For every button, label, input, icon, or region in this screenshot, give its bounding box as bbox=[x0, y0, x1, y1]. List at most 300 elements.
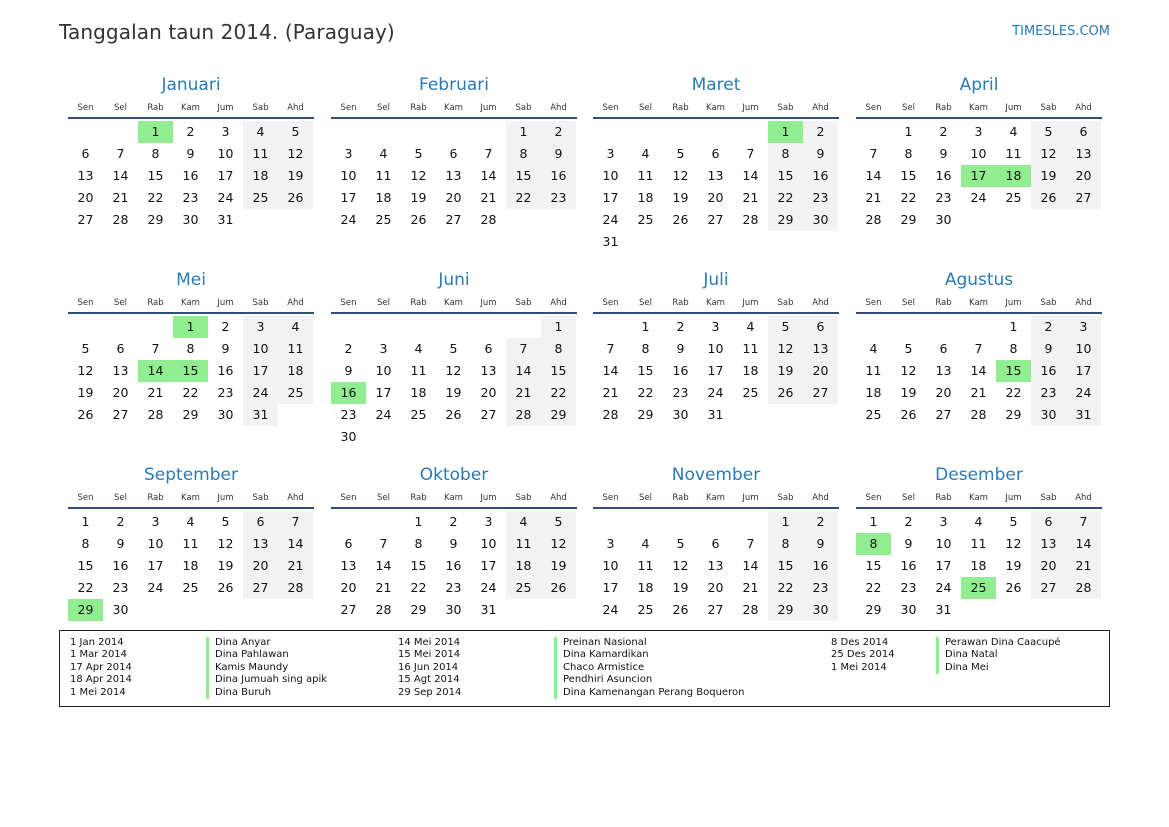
holiday-day-cell: 14 bbox=[138, 360, 173, 382]
month-maret bbox=[593, 73, 839, 253]
weekday-label: Sab bbox=[515, 103, 532, 113]
day-cell: 29 bbox=[182, 407, 199, 422]
legend-dates-2 bbox=[398, 637, 461, 699]
empty-cell bbox=[1031, 599, 1066, 621]
empty-cell bbox=[471, 426, 506, 448]
day-cell: 27 bbox=[935, 407, 952, 422]
holiday-day-cell: 17 bbox=[961, 165, 996, 187]
day-cell: 5 bbox=[278, 121, 313, 143]
day-cell: 10 bbox=[217, 146, 234, 161]
day-cell: 7 bbox=[506, 338, 541, 360]
month-juni bbox=[331, 268, 577, 448]
day-cell: 28 bbox=[742, 602, 759, 617]
day-cell: 13 bbox=[803, 338, 838, 360]
month-name: Juli bbox=[703, 270, 729, 290]
holiday-day-cell: 1 bbox=[138, 121, 173, 143]
empty-cell bbox=[138, 316, 173, 338]
day-cell: 9 bbox=[344, 363, 353, 378]
legend-date: 8 Des 2014 bbox=[831, 637, 889, 648]
empty-cell bbox=[401, 316, 436, 338]
day-cell: 21 bbox=[480, 190, 497, 205]
day-cell: 16 bbox=[217, 363, 234, 378]
day-cell: 11 bbox=[410, 363, 427, 378]
day-cell: 29 bbox=[637, 407, 654, 422]
day-cell: 23 bbox=[217, 385, 234, 400]
day-cell: 30 bbox=[803, 599, 838, 621]
day-cell: 14 bbox=[112, 168, 129, 183]
legend-holiday-name: Dina Natal bbox=[936, 649, 1061, 661]
day-cell: 29 bbox=[147, 212, 164, 227]
day-cell: 30 bbox=[672, 407, 689, 422]
day-cell: 27 bbox=[1031, 577, 1066, 599]
day-cell: 6 bbox=[939, 341, 948, 356]
day-cell: 24 bbox=[1066, 382, 1101, 404]
legend-holiday-name: Dina Mei bbox=[936, 662, 1061, 674]
empty-cell bbox=[628, 511, 663, 533]
day-grid bbox=[856, 121, 1102, 231]
day-cell: 14 bbox=[278, 533, 313, 555]
day-cell: 24 bbox=[970, 190, 987, 205]
day-cell: 6 bbox=[243, 511, 278, 533]
empty-cell bbox=[733, 121, 768, 143]
day-cell: 4 bbox=[506, 511, 541, 533]
day-cell: 21 bbox=[742, 580, 759, 595]
empty-cell bbox=[401, 426, 436, 448]
day-cell: 9 bbox=[904, 536, 913, 551]
day-cell: 9 bbox=[1031, 338, 1066, 360]
weekday-label: Ahd bbox=[550, 103, 567, 113]
day-cell: 29 bbox=[1005, 407, 1022, 422]
day-cell: 17 bbox=[602, 190, 619, 205]
day-cell: 16 bbox=[1031, 360, 1066, 382]
day-cell: 8 bbox=[186, 341, 195, 356]
day-cell: 28 bbox=[970, 407, 987, 422]
day-cell: 23 bbox=[445, 580, 462, 595]
legend-date: 15 Mei 2014 bbox=[398, 649, 461, 661]
day-cell: 18 bbox=[182, 558, 199, 573]
legend-holiday-name: Dina Pahlawan bbox=[206, 649, 327, 661]
day-cell: 26 bbox=[672, 212, 689, 227]
day-cell: 11 bbox=[637, 558, 654, 573]
day-cell: 4 bbox=[243, 121, 278, 143]
empty-cell bbox=[471, 121, 506, 143]
day-cell: 30 bbox=[1031, 404, 1066, 426]
day-cell: 11 bbox=[742, 341, 759, 356]
day-cell: 24 bbox=[375, 407, 392, 422]
holiday-day-cell: 16 bbox=[331, 382, 366, 404]
day-cell: 28 bbox=[480, 212, 497, 227]
day-cell: 14 bbox=[375, 558, 392, 573]
day-cell: 14 bbox=[742, 558, 759, 573]
empty-cell bbox=[278, 404, 313, 426]
day-cell: 17 bbox=[217, 168, 234, 183]
day-cell: 18 bbox=[278, 360, 313, 382]
weekday-label: Sab bbox=[1040, 103, 1057, 113]
month-januari bbox=[68, 73, 314, 231]
day-cell: 17 bbox=[375, 385, 392, 400]
day-cell: 2 bbox=[803, 511, 838, 533]
day-cell: 7 bbox=[278, 511, 313, 533]
site-link[interactable]: TIMESLES.COM bbox=[1012, 24, 1110, 39]
empty-cell bbox=[436, 426, 471, 448]
day-cell: 2 bbox=[541, 121, 576, 143]
empty-cell bbox=[436, 316, 471, 338]
empty-cell bbox=[733, 511, 768, 533]
day-cell: 23 bbox=[1031, 382, 1066, 404]
empty-cell bbox=[593, 511, 628, 533]
day-cell: 28 bbox=[506, 404, 541, 426]
day-cell: 27 bbox=[480, 407, 497, 422]
day-cell: 4 bbox=[641, 536, 650, 551]
day-grid bbox=[331, 511, 577, 621]
day-cell: 3 bbox=[221, 124, 230, 139]
day-cell: 7 bbox=[151, 341, 160, 356]
day-cell: 30 bbox=[803, 209, 838, 231]
day-cell: 30 bbox=[340, 429, 357, 444]
day-cell: 11 bbox=[375, 168, 392, 183]
legend-holiday-name: Chaco Armistice bbox=[554, 662, 744, 674]
day-cell: 12 bbox=[672, 168, 689, 183]
month-name: Mei bbox=[176, 270, 206, 290]
day-cell: 6 bbox=[1066, 121, 1101, 143]
empty-cell bbox=[103, 316, 138, 338]
month-juli bbox=[593, 268, 839, 426]
day-cell: 10 bbox=[602, 558, 619, 573]
day-cell: 1 bbox=[1009, 319, 1018, 334]
day-cell: 16 bbox=[803, 165, 838, 187]
weekday-label: Jum bbox=[217, 493, 234, 503]
day-cell: 31 bbox=[602, 234, 619, 249]
month-september bbox=[68, 463, 314, 621]
day-cell: 13 bbox=[445, 168, 462, 183]
day-cell: 12 bbox=[77, 363, 94, 378]
day-cell: 14 bbox=[970, 363, 987, 378]
month-name: Januari bbox=[161, 75, 221, 95]
day-cell: 16 bbox=[445, 558, 462, 573]
weekday-label: Kam bbox=[444, 298, 463, 308]
day-cell: 20 bbox=[707, 190, 724, 205]
empty-cell bbox=[926, 316, 961, 338]
month-rule bbox=[593, 312, 839, 314]
day-cell: 31 bbox=[243, 404, 278, 426]
legend-holiday-name: Kamis Maundy bbox=[206, 662, 327, 674]
day-cell: 6 bbox=[711, 146, 720, 161]
legend-names-2 bbox=[554, 637, 744, 699]
month-rule bbox=[68, 507, 314, 509]
day-cell: 20 bbox=[77, 190, 94, 205]
day-cell: 30 bbox=[900, 602, 917, 617]
day-cell: 27 bbox=[1066, 187, 1101, 209]
day-cell: 8 bbox=[541, 338, 576, 360]
month-name: Maret bbox=[691, 75, 741, 95]
weekday-label: Sab bbox=[777, 103, 794, 113]
day-cell: 6 bbox=[711, 536, 720, 551]
day-cell: 26 bbox=[278, 187, 313, 209]
day-cell: 24 bbox=[707, 385, 724, 400]
legend-holiday-name: Dina Kamardikan bbox=[554, 649, 744, 661]
day-cell: 1 bbox=[641, 319, 650, 334]
day-cell: 9 bbox=[676, 341, 685, 356]
day-cell: 24 bbox=[602, 212, 619, 227]
weekday-label: Rab bbox=[410, 298, 427, 308]
weekday-label: Rab bbox=[935, 103, 952, 113]
day-grid bbox=[593, 511, 839, 621]
day-cell: 5 bbox=[768, 316, 803, 338]
day-cell: 13 bbox=[77, 168, 94, 183]
day-cell: 7 bbox=[1066, 511, 1101, 533]
weekday-label: Jum bbox=[1005, 298, 1022, 308]
day-cell: 26 bbox=[1005, 580, 1022, 595]
weekday-label: Sel bbox=[902, 493, 915, 503]
day-grid bbox=[68, 511, 314, 621]
day-cell: 24 bbox=[217, 190, 234, 205]
day-cell: 2 bbox=[116, 514, 125, 529]
weekday-label: Sab bbox=[777, 298, 794, 308]
day-cell: 15 bbox=[637, 363, 654, 378]
month-name: Agustus bbox=[944, 270, 1014, 290]
weekday-label: Jum bbox=[217, 103, 234, 113]
legend-date: 1 Mar 2014 bbox=[70, 649, 128, 661]
weekday-label: Rab bbox=[147, 493, 164, 503]
month-rule bbox=[856, 507, 1102, 509]
day-cell: 4 bbox=[186, 514, 195, 529]
holiday-day-cell: 8 bbox=[856, 533, 891, 555]
day-cell: 16 bbox=[900, 558, 917, 573]
day-cell: 3 bbox=[151, 514, 160, 529]
day-cell: 28 bbox=[278, 577, 313, 599]
empty-cell bbox=[628, 231, 663, 253]
month-name: Oktober bbox=[419, 465, 489, 485]
empty-cell bbox=[663, 121, 698, 143]
day-cell: 7 bbox=[746, 146, 755, 161]
weekday-label: Sel bbox=[377, 103, 390, 113]
day-cell: 6 bbox=[803, 316, 838, 338]
day-cell: 5 bbox=[1031, 121, 1066, 143]
day-cell: 7 bbox=[746, 536, 755, 551]
day-cell: 3 bbox=[974, 124, 983, 139]
weekday-label: Sel bbox=[377, 493, 390, 503]
weekday-label: Sab bbox=[252, 298, 269, 308]
weekday-label: Ahd bbox=[812, 298, 829, 308]
day-cell: 23 bbox=[112, 580, 129, 595]
weekday-header bbox=[593, 491, 839, 505]
weekday-label: Sen bbox=[340, 103, 357, 113]
weekday-label: Ahd bbox=[287, 103, 304, 113]
day-cell: 15 bbox=[768, 165, 803, 187]
day-cell: 21 bbox=[602, 385, 619, 400]
weekday-label: Kam bbox=[181, 298, 200, 308]
legend-date: 17 Apr 2014 bbox=[70, 661, 132, 673]
legend-date: 14 Mei 2014 bbox=[398, 637, 461, 648]
day-cell: 1 bbox=[768, 511, 803, 533]
day-cell: 13 bbox=[707, 558, 724, 573]
day-cell: 12 bbox=[445, 363, 462, 378]
day-cell: 18 bbox=[637, 580, 654, 595]
day-cell: 24 bbox=[243, 382, 278, 404]
day-cell: 15 bbox=[768, 555, 803, 577]
weekday-label: Rab bbox=[410, 493, 427, 503]
day-cell: 7 bbox=[869, 146, 878, 161]
weekday-label: Jum bbox=[742, 103, 759, 113]
legend-holiday-name: Dina Jumuah sing apik bbox=[206, 674, 327, 686]
day-cell: 4 bbox=[1009, 124, 1018, 139]
day-cell: 3 bbox=[606, 146, 615, 161]
day-cell: 18 bbox=[506, 555, 541, 577]
weekday-label: Rab bbox=[147, 298, 164, 308]
day-cell: 13 bbox=[935, 363, 952, 378]
weekday-label: Ahd bbox=[550, 493, 567, 503]
month-rule bbox=[593, 507, 839, 509]
day-cell: 25 bbox=[278, 382, 313, 404]
weekday-label: Sel bbox=[639, 493, 652, 503]
day-cell: 26 bbox=[672, 602, 689, 617]
day-cell: 8 bbox=[904, 146, 913, 161]
day-grid bbox=[68, 121, 314, 231]
weekday-label: Sab bbox=[777, 493, 794, 503]
day-cell: 22 bbox=[865, 580, 882, 595]
weekday-label: Jum bbox=[217, 298, 234, 308]
day-cell: 27 bbox=[445, 212, 462, 227]
day-cell: 12 bbox=[541, 533, 576, 555]
empty-cell bbox=[698, 511, 733, 533]
day-cell: 10 bbox=[147, 536, 164, 551]
weekday-header bbox=[68, 491, 314, 505]
day-cell: 2 bbox=[803, 121, 838, 143]
day-cell: 9 bbox=[116, 536, 125, 551]
day-cell: 15 bbox=[506, 165, 541, 187]
day-cell: 23 bbox=[340, 407, 357, 422]
day-cell: 8 bbox=[641, 341, 650, 356]
day-cell: 12 bbox=[217, 536, 234, 551]
day-cell: 3 bbox=[379, 341, 388, 356]
weekday-label: Jum bbox=[1005, 103, 1022, 113]
day-cell: 6 bbox=[449, 146, 458, 161]
month-rule bbox=[856, 312, 1102, 314]
day-cell: 4 bbox=[746, 319, 755, 334]
day-grid bbox=[593, 121, 839, 253]
day-cell: 25 bbox=[1005, 190, 1022, 205]
day-cell: 8 bbox=[81, 536, 90, 551]
day-cell: 1 bbox=[506, 121, 541, 143]
weekday-label: Sel bbox=[114, 298, 127, 308]
day-cell: 21 bbox=[278, 555, 313, 577]
day-cell: 6 bbox=[344, 536, 353, 551]
weekday-label: Sel bbox=[377, 298, 390, 308]
empty-cell bbox=[1066, 209, 1101, 231]
weekday-label: Jum bbox=[480, 493, 497, 503]
legend-date: 1 Mei 2014 bbox=[70, 686, 126, 698]
day-cell: 19 bbox=[1005, 558, 1022, 573]
day-cell: 15 bbox=[865, 558, 882, 573]
day-cell: 3 bbox=[344, 146, 353, 161]
day-cell: 22 bbox=[1005, 385, 1022, 400]
day-cell: 21 bbox=[742, 190, 759, 205]
weekday-label: Jum bbox=[480, 103, 497, 113]
empty-cell bbox=[506, 426, 541, 448]
day-cell: 17 bbox=[1066, 360, 1101, 382]
day-cell: 13 bbox=[707, 168, 724, 183]
empty-cell bbox=[208, 599, 243, 621]
day-cell: 17 bbox=[147, 558, 164, 573]
day-cell: 29 bbox=[865, 602, 882, 617]
day-cell: 9 bbox=[449, 536, 458, 551]
day-cell: 29 bbox=[768, 599, 803, 621]
day-cell: 26 bbox=[900, 407, 917, 422]
day-cell: 16 bbox=[182, 168, 199, 183]
day-cell: 29 bbox=[410, 602, 427, 617]
weekday-label: Sel bbox=[114, 103, 127, 113]
day-cell: 4 bbox=[869, 341, 878, 356]
holiday-day-cell: 15 bbox=[996, 360, 1031, 382]
day-cell: 4 bbox=[379, 146, 388, 161]
day-grid bbox=[856, 511, 1102, 621]
day-cell: 20 bbox=[1031, 555, 1066, 577]
weekday-label: Kam bbox=[706, 298, 725, 308]
day-cell: 5 bbox=[449, 341, 458, 356]
day-cell: 17 bbox=[480, 558, 497, 573]
empty-cell bbox=[593, 121, 628, 143]
day-cell: 14 bbox=[1066, 533, 1101, 555]
day-cell: 25 bbox=[243, 187, 278, 209]
day-grid bbox=[856, 316, 1102, 426]
empty-cell bbox=[856, 316, 891, 338]
day-cell: 25 bbox=[410, 407, 427, 422]
empty-cell bbox=[541, 599, 576, 621]
day-cell: 21 bbox=[970, 385, 987, 400]
day-cell: 2 bbox=[904, 514, 913, 529]
weekday-header bbox=[331, 491, 577, 505]
day-cell: 19 bbox=[541, 555, 576, 577]
weekday-label: Kam bbox=[969, 298, 988, 308]
empty-cell bbox=[663, 511, 698, 533]
month-rule bbox=[331, 507, 577, 509]
day-cell: 22 bbox=[506, 187, 541, 209]
empty-cell bbox=[506, 599, 541, 621]
empty-cell bbox=[961, 316, 996, 338]
day-cell: 25 bbox=[506, 577, 541, 599]
weekday-label: Sel bbox=[114, 493, 127, 503]
weekday-label: Sab bbox=[252, 493, 269, 503]
month-name: Februari bbox=[419, 75, 489, 95]
empty-cell bbox=[768, 231, 803, 253]
legend-date: 1 Mei 2014 bbox=[831, 661, 887, 673]
day-cell: 16 bbox=[672, 363, 689, 378]
empty-cell bbox=[138, 599, 173, 621]
weekday-label: Jum bbox=[742, 298, 759, 308]
legend-holiday-name: Dina Buruh bbox=[206, 687, 327, 699]
day-cell: 22 bbox=[77, 580, 94, 595]
day-cell: 13 bbox=[480, 363, 497, 378]
page-title: Tanggalan taun 2014. (Paraguay) bbox=[59, 20, 395, 44]
empty-cell bbox=[506, 316, 541, 338]
empty-cell bbox=[1066, 599, 1101, 621]
day-cell: 31 bbox=[935, 602, 952, 617]
day-cell: 30 bbox=[935, 212, 952, 227]
day-cell: 28 bbox=[742, 212, 759, 227]
empty-cell bbox=[733, 231, 768, 253]
day-cell: 14 bbox=[480, 168, 497, 183]
empty-cell bbox=[471, 316, 506, 338]
weekday-label: Sen bbox=[77, 103, 94, 113]
day-cell: 24 bbox=[480, 580, 497, 595]
day-cell: 14 bbox=[602, 363, 619, 378]
day-cell: 18 bbox=[865, 385, 882, 400]
day-cell: 23 bbox=[672, 385, 689, 400]
day-cell: 21 bbox=[375, 580, 392, 595]
day-cell: 19 bbox=[768, 360, 803, 382]
weekday-label: Sab bbox=[252, 103, 269, 113]
day-cell: 31 bbox=[217, 212, 234, 227]
